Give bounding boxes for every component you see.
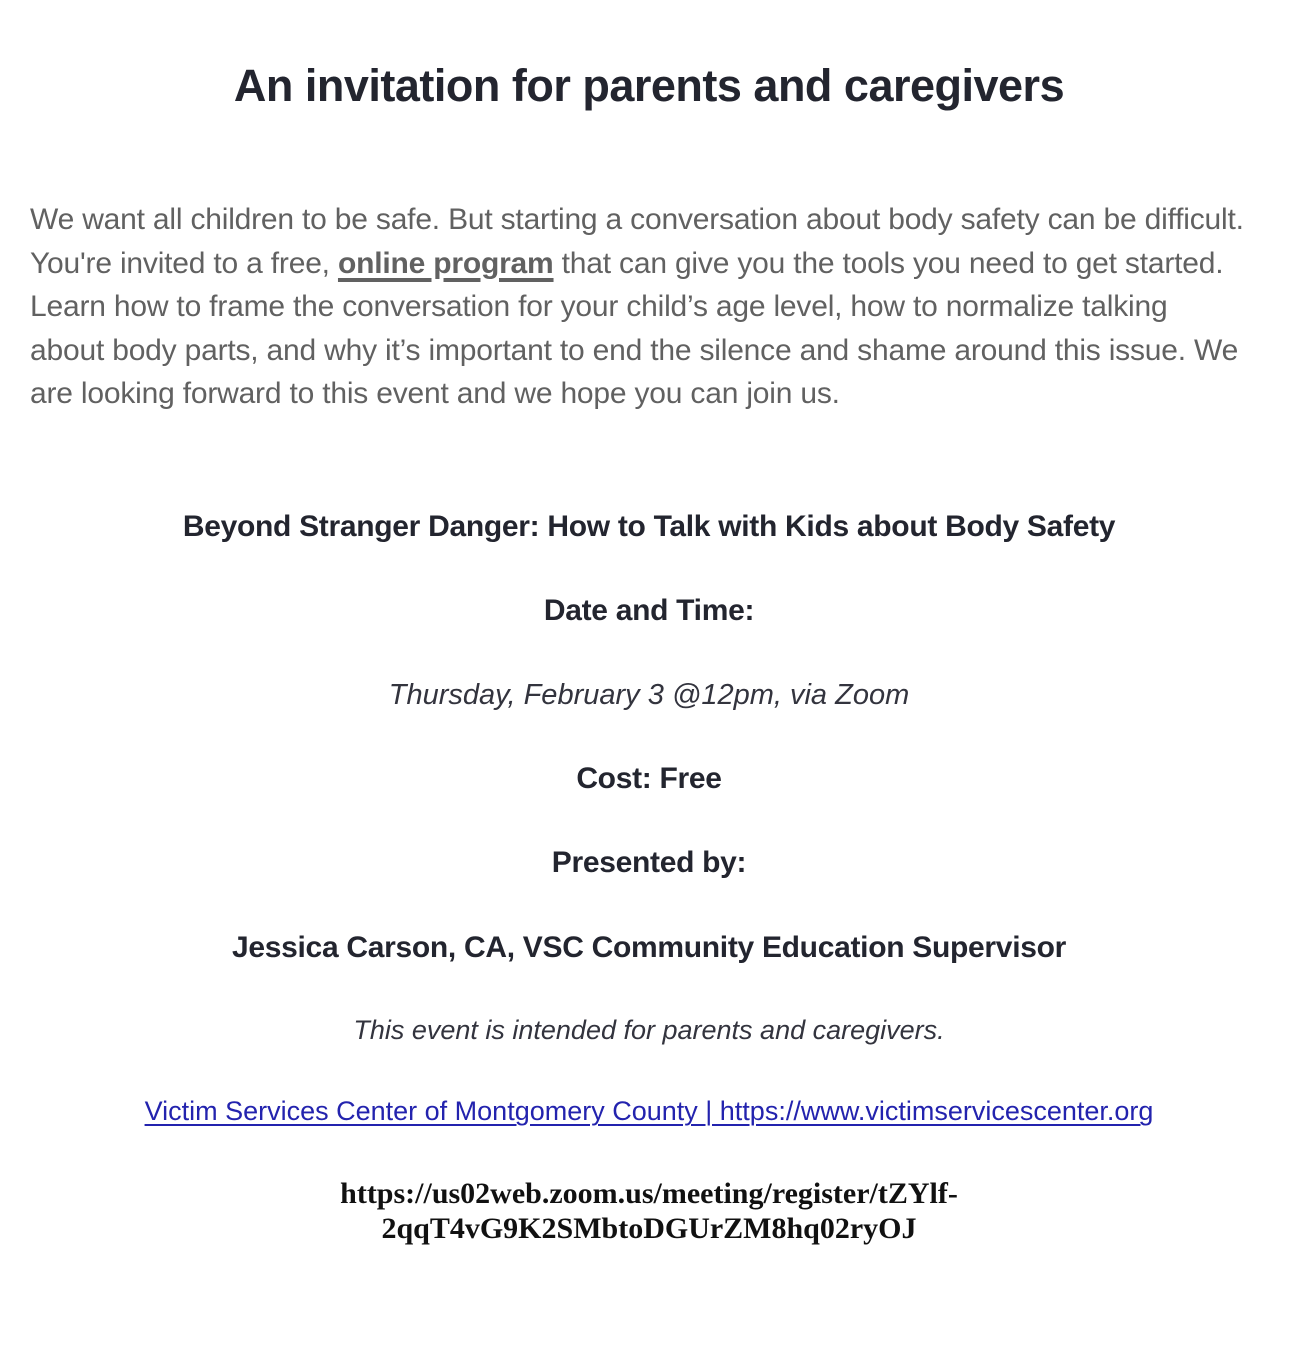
intro-paragraph <box>30 198 1245 416</box>
org-link-line <box>0 1096 1298 1127</box>
zoom-registration-url: https://us02web.zoom.us/meeting/register/tZYlf-2qqT4vG9K2SMbtoDGUrZM8hq02ryOJ <box>340 1177 958 1245</box>
intro-text-after: that can give you the tools you need to get started. Learn how to frame the conversation for your child’s age level, how to normalize talking about body parts, and why it’s important to end the silence and shame around this issue. We are looking forward to this event and we hope you can join us. <box>30 246 1239 410</box>
event-title: Beyond Stranger Danger: How to Talk with Kids about Body Safety <box>182 509 1116 543</box>
cost-line: Cost: Free <box>576 761 722 795</box>
org-website-link[interactable]: Victim Services Center of Montgomery County | https://www.victimservicescenter.org <box>144 1096 1154 1127</box>
presenter-name: Jessica Carson, CA, VSC Community Education Supervisor <box>231 930 1067 964</box>
date-time-label: Date and Time: <box>543 594 755 627</box>
intro-text-before: We want all children to be safe. But starting a conversation about body safety can be difficult. You're invited to a free, <box>30 203 1244 280</box>
date-time-value: Thursday, February 3 @12pm, via Zoom <box>388 678 910 711</box>
page-title: An invitation for parents and caregivers <box>233 60 1065 111</box>
online-program-link[interactable]: online program <box>337 246 554 280</box>
audience-note: This event is intended for parents and caregivers. <box>353 1015 945 1046</box>
presented-by-label: Presented by: <box>551 846 747 880</box>
event-details-block <box>0 510 1298 1247</box>
